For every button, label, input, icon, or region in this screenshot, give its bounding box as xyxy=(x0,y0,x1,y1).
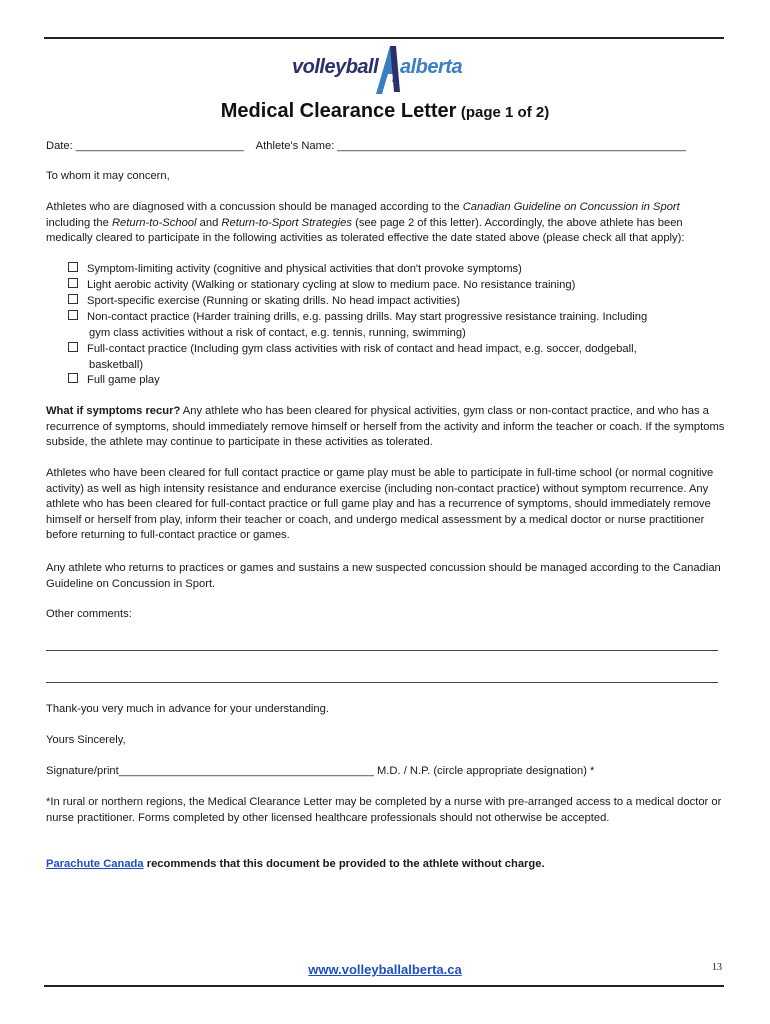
checklist-label-cont: gym class activities without a risk of contact, e.g. tennis, running, swimming) xyxy=(89,326,466,339)
checkbox[interactable] xyxy=(68,310,78,320)
other-comments-label: Other comments: xyxy=(46,608,132,620)
top-rule xyxy=(44,37,724,39)
checkbox[interactable] xyxy=(68,262,78,272)
full-contact-paragraph: Athletes who have been cleared for full contact practice or game play must be able to participate in full-time school (or normal cognitive activity) as well as high intensity resistance and endurance exercise (including non-contact practice) without symptom recurrence. Any athlete who has been cleared for full-contact practice or full game play and has a recurrence of symptoms, should immediately remove himself or herself from play, inform their teacher or coach, and undergo medical assessment by a medical doctor or nurse practitioner before returning to full-contact practice or games. xyxy=(46,467,714,542)
intro-text-1: Athletes who are diagnosed with a concussion should be managed according to the xyxy=(46,201,463,213)
intro-rtsport: Return-to-Sport Strategies xyxy=(221,216,352,229)
checkbox[interactable] xyxy=(68,278,78,288)
logo-text-alberta: alberta xyxy=(400,56,463,78)
website-link[interactable]: www.volleyballalberta.ca xyxy=(308,962,462,977)
thanks-text: Thank-you very much in advance for your understanding. xyxy=(46,703,329,715)
checklist-label: Sport-specific exercise (Running or skating drills. No head impact activities) xyxy=(87,295,461,307)
bottom-rule xyxy=(44,985,724,987)
footnote: *In rural or northern regions, the Medical Clearance Letter may be completed by a nurse with pre-arranged access to a medical doctor or nurse practitioner. Forms completed by other licensed healthcare professionals should not otherwise be accepted. xyxy=(46,796,722,824)
parachute-text: recommends that this document be provided to the athlete without charge. xyxy=(143,858,545,870)
checklist-item[interactable] xyxy=(68,342,718,373)
footer-url xyxy=(0,962,770,977)
recur-text: Any athlete who has been cleared for physical activities, gym class or non-contact practice, and who has a recurrence of symptoms, should immediately remove himself or herself from the activity and inform the teacher or coach. If the symptoms subside, the athlete may continue to participate in these activities as tolerated. xyxy=(46,405,725,449)
recur-heading: What if symptoms recur? xyxy=(46,405,181,417)
checklist-label: Symptom-limiting activity (cognitive and physical activities that don't provoke symptoms) xyxy=(87,263,522,275)
volleyball-alberta-logo xyxy=(292,44,482,98)
greeting: To whom it may concern, xyxy=(46,170,170,182)
title-sub: (page 1 of 2) xyxy=(460,104,550,121)
comment-line-2[interactable] xyxy=(46,682,718,683)
checklist-label-cont: basketball) xyxy=(89,358,144,371)
checklist-label: Full game play xyxy=(87,374,160,386)
comment-line-1[interactable] xyxy=(46,650,718,651)
checklist-label: Full-contact practice (Including gym class activities with risk of contact and head impact, e.g. soccer, dodgeball, xyxy=(87,343,637,355)
checklist-item[interactable] xyxy=(68,310,718,341)
intro-paragraph xyxy=(46,200,726,247)
checkbox[interactable] xyxy=(68,342,78,352)
intro-guideline: Canadian Guideline on Concussion in Sport xyxy=(462,201,680,213)
signature-line[interactable]: Signature/print_________________________________________ M.D. / N.P. (circle appropriate designation) * xyxy=(46,765,595,777)
checkbox[interactable] xyxy=(68,373,78,383)
title-main: Medical Clearance Letter xyxy=(220,100,457,122)
checklist-label: Non-contact practice (Harder training drills, e.g. passing drills. May start progressive resistance training. Including xyxy=(87,311,648,323)
checkbox[interactable] xyxy=(68,294,78,304)
parachute-note xyxy=(46,857,726,873)
page-title xyxy=(0,100,770,123)
parachute-canada-link[interactable]: Parachute Canada xyxy=(46,858,144,870)
checklist-item[interactable] xyxy=(68,278,718,294)
date-field[interactable]: Date: ___________________________ xyxy=(46,140,244,152)
athlete-name-field[interactable]: Athlete's Name: ________________________________________________________ xyxy=(255,140,686,152)
checklist-item[interactable] xyxy=(68,294,718,310)
closing-text: Yours Sincerely, xyxy=(46,734,126,746)
intro-text-4: (see page 2 of this letter). Accordingly, the above athlete has been medically cleared to participate in the following activities as tolerated effective the date stated above (please check all that apply): xyxy=(46,216,685,245)
header-fields xyxy=(46,139,726,155)
checklist-item[interactable] xyxy=(68,373,718,389)
page-number: 13 xyxy=(712,962,722,973)
logo-text-volleyball: volleyball xyxy=(292,56,379,78)
intro-rts: Return-to-School xyxy=(111,216,197,229)
checklist-label: Light aerobic activity (Walking or stationary cycling at slow to medium pace. No resistance training) xyxy=(87,279,576,291)
checklist-item[interactable] xyxy=(68,262,718,278)
intro-text-3: and xyxy=(196,216,222,229)
new-concussion-paragraph: Any athlete who returns to practices or games and sustains a new suspected concussion should be managed according to the Canadian Guideline on Concussion in Sport. xyxy=(46,562,721,590)
intro-text-2: including the xyxy=(46,216,112,229)
recur-paragraph xyxy=(46,404,726,451)
logo-mark-icon xyxy=(372,44,402,96)
